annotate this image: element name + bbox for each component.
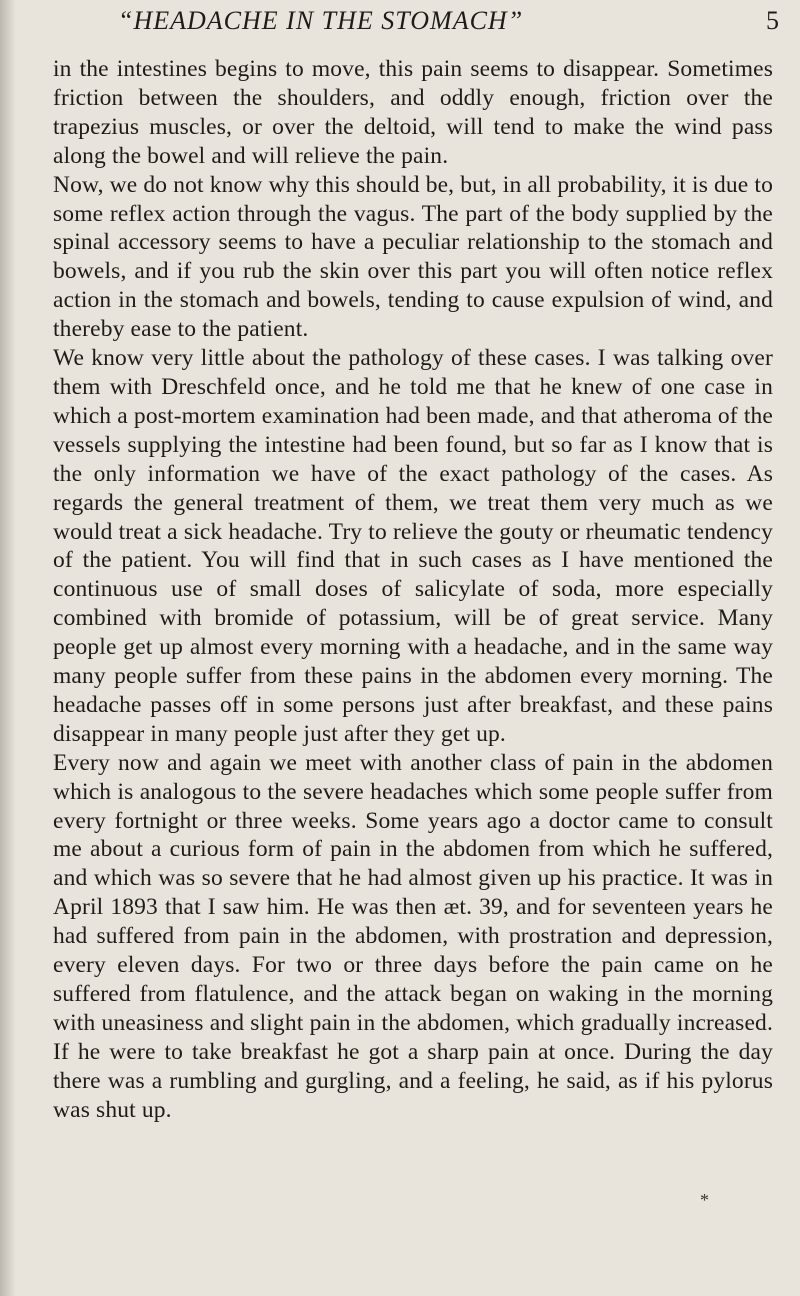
page-gutter-shadow: [0, 0, 16, 1296]
paragraph: Now, we do not know why this should be, but, in all probability, it is due to some reflex action through the vagus. The part of the body supplied by the spinal accessory seems to have a peculiar relationship to the stomach and bowels, and if you rub the skin over this part you will often notice reflex action in the stomach and bowels, tending to cause expulsion of wind, and thereby ease to the patient.: [53, 171, 773, 343]
body-text: [53, 55, 773, 1125]
signature-mark: *: [700, 1190, 709, 1210]
paragraph: Every now and again we meet with another class of pain in the abdomen which is analogous to the severe headaches which some people suffer from every fortnight or three weeks. Some years ago a doctor came to consult me about a curious form of pain in the abdomen from which he suffered, and which was so severe that he had almost given up his practice. It was in April 1893 that I saw him. He was then æt. 39, and for seventeen years he had suffered from pain in the abdomen, with prostration and depression, every eleven days. For two or three days before the pain came on he suffered from flatulence, and the attack began on waking in the morning with uneasiness and slight pain in the abdomen, which gradually increased. If he were to take breakfast he got a sharp pain at once. During the day there was a rumbling and gurgling, and a feeling, he said, as if his pylorus was shut up.: [53, 749, 773, 1123]
page-number: 5: [766, 6, 780, 35]
running-header: [118, 4, 798, 38]
paragraph: We know very little about the pathology of these cases. I was talking over them with Dreschfeld once, and he told me that he knew of one case in which a post-mortem examination had been made, and that atheroma of the vessels supplying the intestine had been found, but so far as I know that is the only information we have of the exact pathology of the cases. As regards the general treatment of them, we treat them very much as we would treat a sick headache. Try to relieve the gouty or rheumatic tendency of the patient. You will find that in such cases as I have mentioned the continuous use of small doses of salicylate of soda, more especially combined with bromide of potassium, will be of great service. Many people get up almost every morning with a headache, and in the same way many people suffer from these pains in the abdomen every morning. The headache passes off in some persons just after breakfast, and these pains disappear in many people just after they get up.: [53, 345, 773, 747]
paragraph: in the intestines begins to move, this pain seems to disappear. Sometimes friction between the shoulders, and oddly enough, friction over the trapezius muscles, or over the deltoid, will tend to make the wind pass along the bowel and will relieve the pain.: [53, 56, 773, 169]
running-title: “HEADACHE IN THE STOMACH”: [118, 6, 524, 35]
